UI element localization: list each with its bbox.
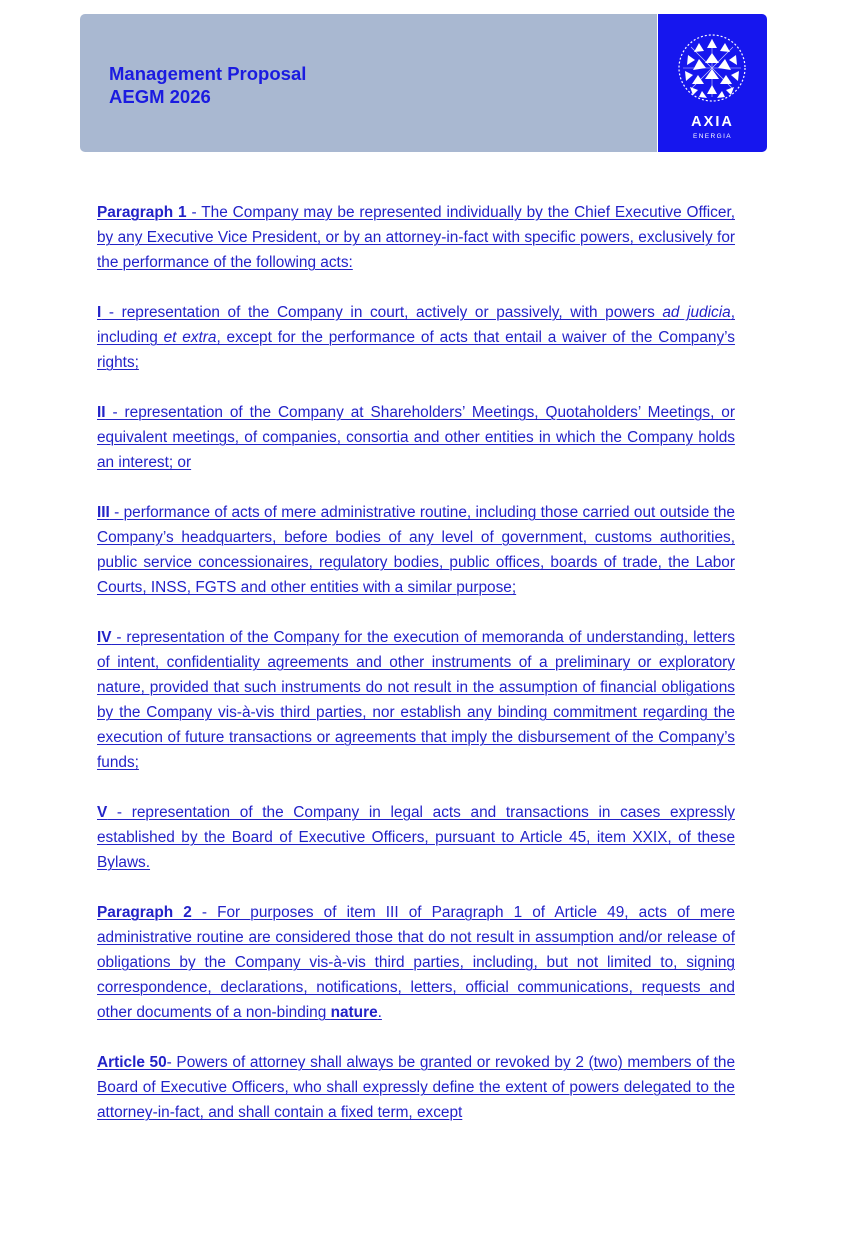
item-iv-label: IV [97, 629, 112, 646]
item-iv [97, 625, 735, 775]
paragraph-1-text: - The Company may be represented individually by the Chief Executive Officer, by any Executive Vice President, or by an attorney-in-fact with specific powers, exclusively for the performance of the following acts: [97, 204, 735, 271]
item-v-text: - representation of the Company in legal acts and transactions in cases expressly established by the Board of Executive Officers, pursuant to Article 45, item XXIX, of these Bylaws. [97, 804, 735, 871]
item-ii-text: - representation of the Company at Shareholders’ Meetings, Quotaholders’ Meetings, or equivalent meetings, of companies, consortia and other entities in which the Company holds an interest; or [97, 404, 735, 471]
article-50-label: Article 50 [97, 1054, 167, 1071]
item-ii-label: II [97, 404, 106, 421]
item-iii [97, 500, 735, 600]
header-band [80, 14, 657, 152]
item-iii-label: III [97, 504, 110, 521]
title-line-2: AEGM 2026 [109, 86, 211, 107]
paragraph-2 [97, 900, 735, 1025]
paragraph-2-label: Paragraph 2 [97, 904, 192, 921]
paragraph-1 [97, 200, 735, 275]
paragraph-1-label: Paragraph 1 [97, 204, 187, 221]
item-v [97, 800, 735, 875]
article-50 [97, 1050, 735, 1125]
item-i-italic-b: et extra [163, 329, 217, 346]
title-line-1: Management Proposal [109, 63, 307, 84]
item-i [97, 300, 735, 375]
paragraph-2-period: . [377, 1004, 382, 1021]
document-body [97, 200, 735, 1150]
item-i-text-b: , including [97, 304, 735, 346]
company-logo [658, 14, 767, 152]
item-i-italic-a: ad judicia [662, 304, 731, 321]
paragraph-2-bold-end: nature [330, 1004, 378, 1021]
item-v-label: V [97, 804, 108, 821]
item-i-text-a: - representation of the Company in court, actively or passively, with powers [101, 304, 663, 321]
globe-icon [677, 33, 747, 103]
item-i-text-c: , except for the performance of acts that entail a waiver of the Company’s rights; [97, 329, 735, 371]
item-iii-text: - performance of acts of mere administrative routine, including those carried out outside the Company’s headquarters, before bodies of any level of government, customs authorities, public service concessionaires, regulatory bodies, public offices, boards of trade, the Labor Courts, INSS, FGTS and other entities with a similar purpose; [97, 504, 735, 596]
item-iv-text: - representation of the Company for the execution of memoranda of understanding, letters of intent, confidentiality agreements and other instruments of a preliminary or exploratory nature, provided that such instruments do not result in the assumption of financial obligations by the Company vis-à-vis third parties, nor establish any binding commitment regarding the execution of future transactions or agreements that imply the disbursement of the Company’s funds; [97, 629, 735, 771]
article-50-text: - Powers of attorney shall always be granted or revoked by 2 (two) members of the Board of Executive Officers, who shall expressly define the extent of powers delegated to the attorney-in-fact, and shall contain a fixed term, except [97, 1054, 736, 1121]
paragraph-2-text: - For purposes of item III of Paragraph 1 of Article 49, acts of mere administrative routine are considered those that do not result in assumption and/or release of obligations by the Company vis-à-vis third parties, including, but not limited to, signing correspondence, declarations, notifications, letters, official communications, requests and other documents of a non-binding [97, 904, 735, 1021]
logo-wordmark: AXIA [691, 114, 734, 130]
document-title [109, 62, 306, 108]
item-ii [97, 400, 735, 475]
logo-subtext: ENERGIA [692, 133, 733, 140]
item-i-label: I [97, 304, 102, 321]
